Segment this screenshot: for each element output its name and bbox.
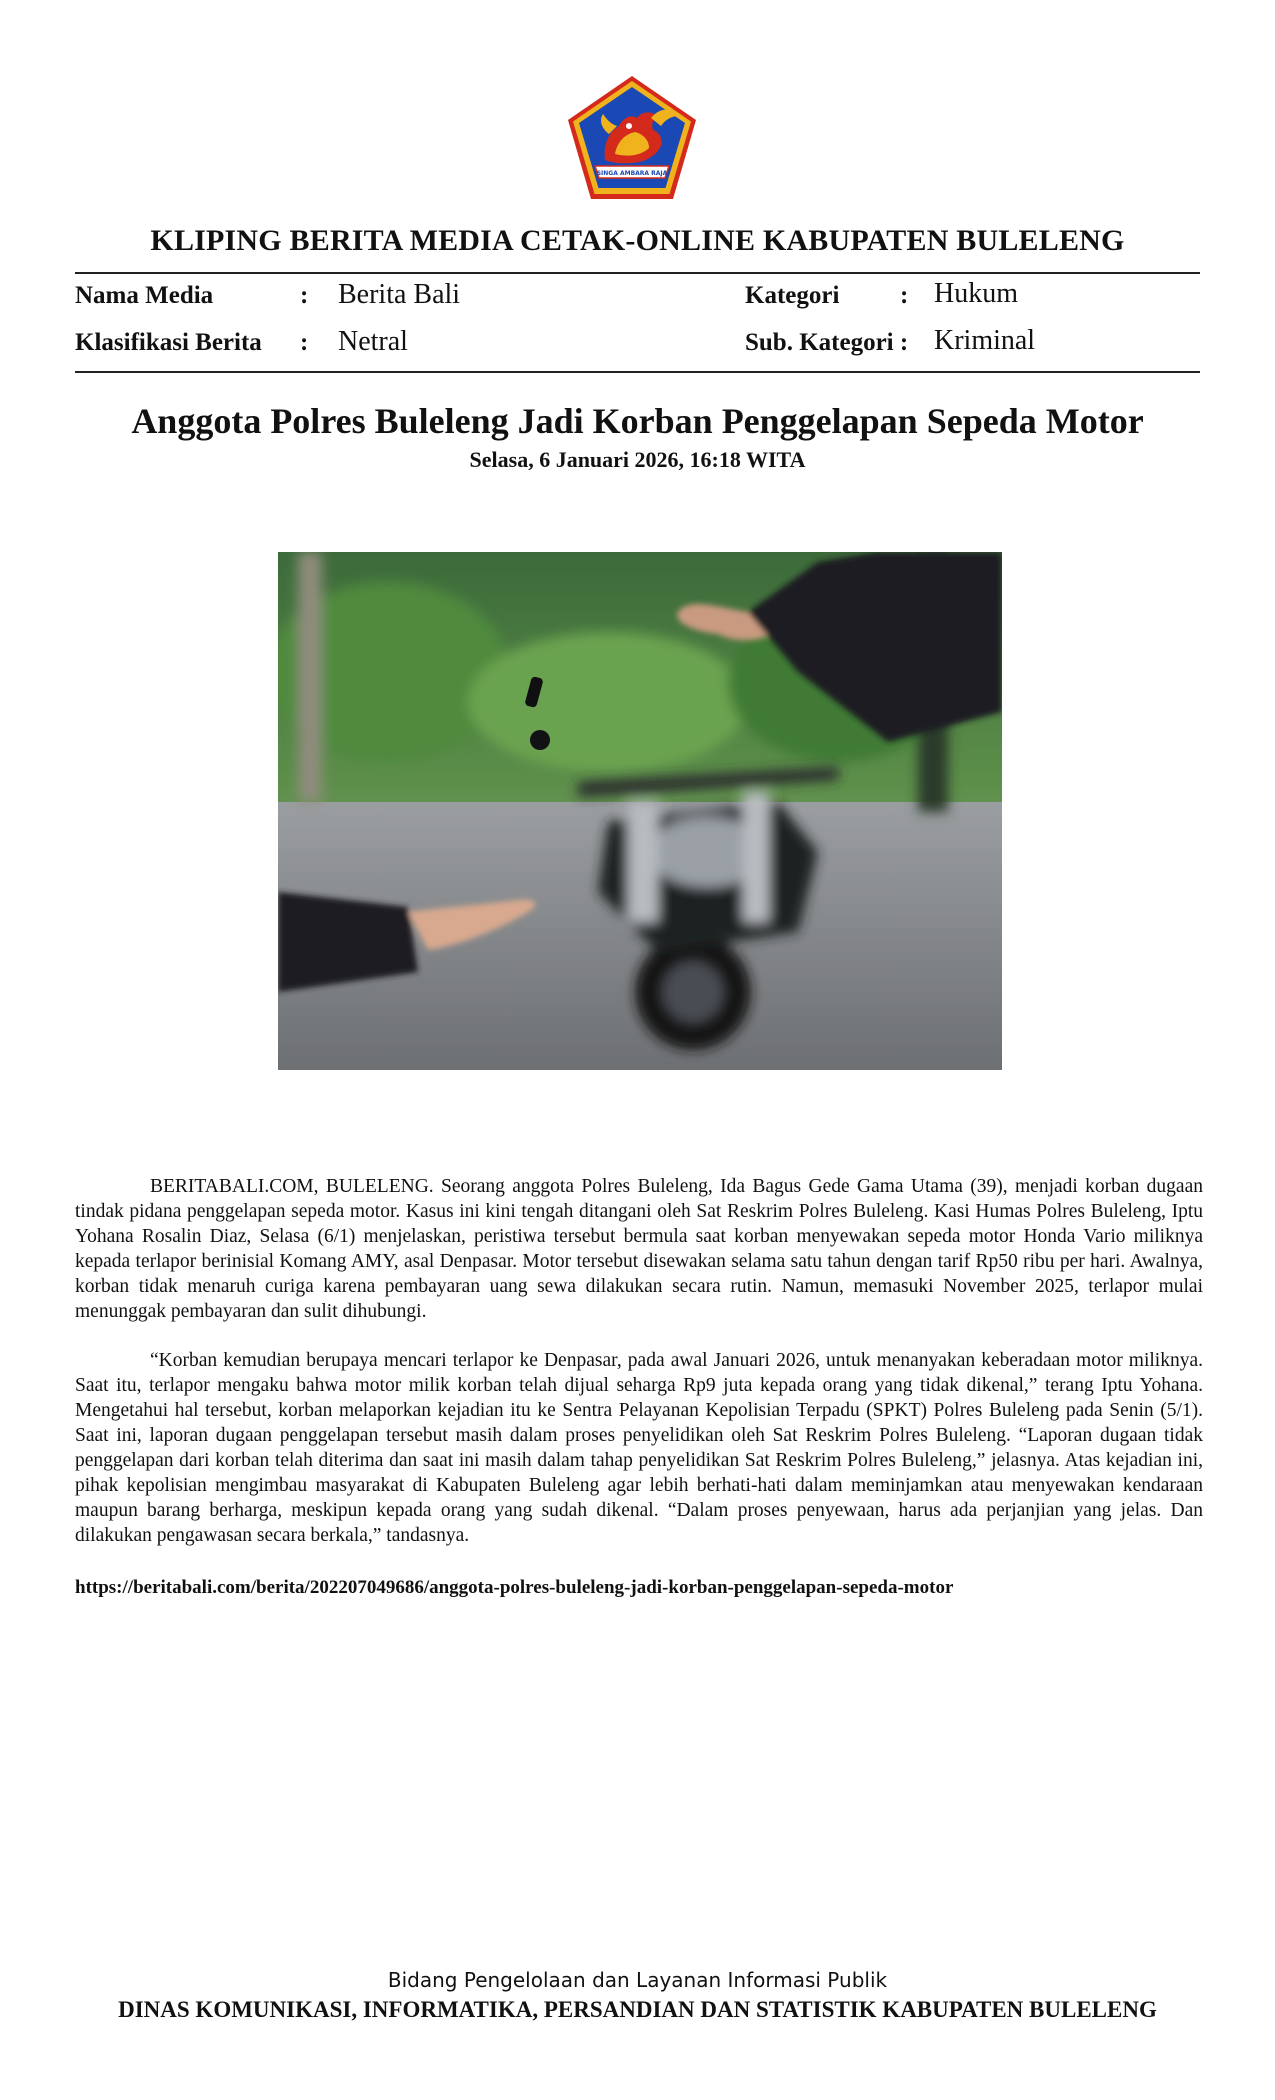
media-name-label: Nama Media xyxy=(75,282,214,309)
document-title: KLIPING BERITA MEDIA CETAK-ONLINE KABUPATEN BULELENG xyxy=(150,224,1125,257)
article-paragraph-1-text: BERITABALI.COM, BULELENG. Seorang anggota Polres Buleleng, Ida Bagus Gede Gama Utama (39), menjadi korban dugaan tindak pidana penggelapan sepeda motor. Kasus ini kini tengah ditangani oleh Sat Reskrim Polres Buleleng. Kasi Humas Polres Buleleng, Iptu Yohana Rosalin Diaz, Selasa (6/1) menjelaskan, peristiwa tersebut bermula saat korban menyewakan sepeda motor Honda Vario miliknya kepada terlapor berinisial Komang AMY, asal Denpasar. Motor tersebut disewakan selama satu tahun dengan tarif Rp50 ribu per hari. Awalnya, korban tidak menaruh curiga karena pembayaran uang sewa dilakukan secara rutin. Namun, memasuki November 2025, terlapor mulai menunggak pembayaran dan sulit dihubungi. xyxy=(75,1176,1203,1322)
subcategory-value: Kriminal xyxy=(934,325,1036,356)
classification-label: Klasifikasi Berita xyxy=(75,329,262,356)
article-title: Anggota Polres Buleleng Jadi Korban Penggelapan Sepeda Motor xyxy=(131,401,1144,441)
classification-colon: : xyxy=(300,329,309,356)
logo-ribbon-text: SINGA AMBARA RAJA xyxy=(596,170,668,177)
article-paragraph-1 xyxy=(75,1174,1203,1324)
header-bottom-rule xyxy=(75,371,1200,373)
media-name-colon: : xyxy=(300,282,309,309)
article-photo xyxy=(278,552,1002,1070)
article-paragraph-2 xyxy=(75,1348,1203,1548)
header-top-rule xyxy=(75,272,1200,274)
source-link[interactable]: https://beritabali.com/berita/202207049686/anggota-polres-buleleng-jadi-korban-penggelapan-sepeda-motor xyxy=(75,1577,954,1598)
subcategory-label: Sub. Kategori : xyxy=(745,329,909,356)
logo-lion-eye xyxy=(626,123,632,129)
media-name-value: Berita Bali xyxy=(338,279,461,310)
article-date: Selasa, 6 Januari 2026, 16:18 WITA xyxy=(469,447,806,472)
category-label: Kategori xyxy=(745,282,840,309)
photo-key-fob xyxy=(530,730,550,750)
category-value: Hukum xyxy=(934,278,1018,309)
footer-unit: Bidang Pengelolaan dan Layanan Informasi Publik xyxy=(387,1968,888,1992)
classification-value: Netral xyxy=(338,326,408,357)
article-paragraph-2-text: “Korban kemudian berupaya mencari terlapor ke Denpasar, pada awal Januari 2026, untuk menanyakan keberadaan motor miliknya. Saat itu, terlapor mengaku bahwa motor milik korban telah dijual seharga Rp9 juta kepada orang yang tidak dikenal,” terang Iptu Yohana. Mengetahui hal tersebut, korban melaporkan kejadian itu ke Sentra Pelayanan Kepolisian Terpadu (SPKT) Polres Buleleng pada Senin (5/1). Saat ini, laporan dugaan penggelapan tersebut masih dalam proses penyelidikan oleh Sat Reskrim Polres Buleleng. “Laporan dugaan tidak penggelapan dari korban telah diterima dan saat ini masih dalam tahap penyelidikan Sat Reskrim Polres Buleleng,” jelasnya. Atas kejadian ini, pihak kepolisian mengimbau masyarakat di Kabupaten Buleleng agar lebih berhati-hati dalam meminjamkan atau menyewakan kendaraan maupun barang berharga, meskipun kepada orang yang sudah dikenal. “Dalam proses penyewaan, harus ada perjanjian yang jelas. Dan dilakukan pengawasan secara berkala,” tandasnya. xyxy=(75,1350,1203,1546)
category-colon: : xyxy=(900,282,909,309)
footer-agency: DINAS KOMUNIKASI, INFORMATIKA, PERSANDIAN DAN STATISTIK KABUPATEN BULELENG xyxy=(118,1997,1157,2022)
singa-ambara-raja-logo xyxy=(565,74,699,202)
